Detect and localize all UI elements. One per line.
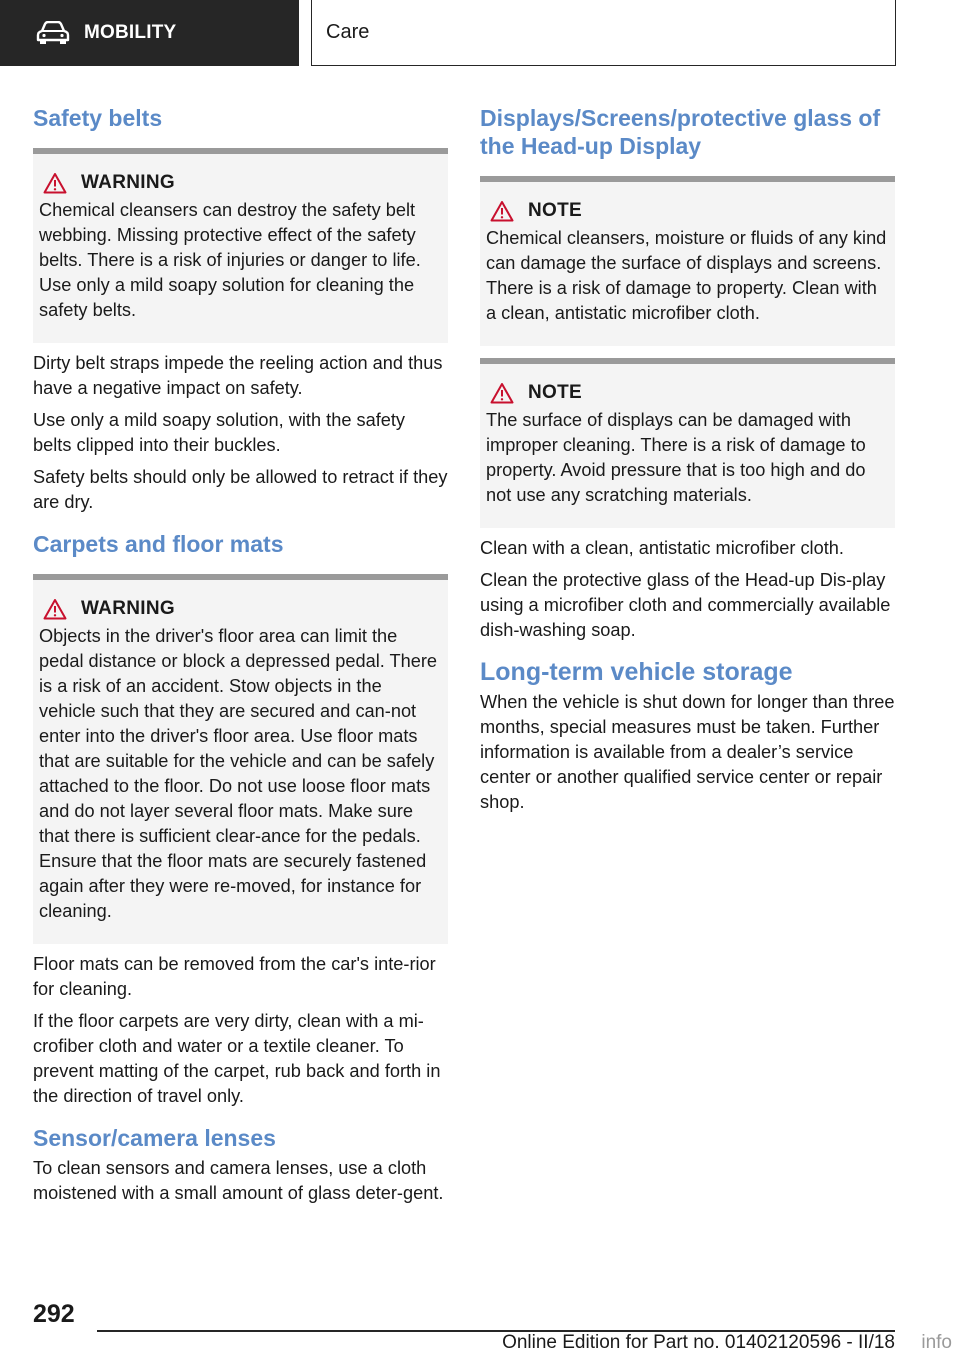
paragraph: Floor mats can be removed from the car's inte‐rior for cleaning. [33, 954, 436, 999]
displays-body [480, 536, 895, 643]
paragraph: Safety belts should only be allowed to retract if they are dry. [33, 467, 448, 512]
chapter-tab-care [311, 0, 896, 66]
note-title: NOTE [528, 200, 582, 221]
note-text: The surface of displays can be damaged with improper cleaning. There is a risk of damage to property. Avoid pressure that is too high and do not use any scratching materials. [486, 410, 866, 505]
right-column [480, 100, 895, 815]
heading-sensor-lenses: Sensor/camera lenses [33, 1125, 276, 1151]
warning-title: WARNING [81, 172, 175, 193]
note-title-row [486, 382, 887, 404]
section-tab-mobility [0, 0, 299, 66]
warning-triangle-icon [490, 382, 514, 404]
warning-triangle-icon [490, 200, 514, 222]
paragraph: Clean with a clean, antistatic microfiber cloth. [480, 538, 844, 558]
heading-displays: Displays/Screens/protective glass of the Head-up Display [480, 105, 881, 159]
note-text: Chemical cleansers, moisture or fluids of any kind can damage the surface of displays and screens. There is a risk of damage to property. Clean with a clean, antistatic microfiber cloth. [486, 228, 887, 323]
note-title-row [486, 200, 887, 222]
note-box-displays-1 [480, 176, 895, 346]
car-icon [36, 21, 70, 45]
section-label: MOBILITY [84, 22, 177, 43]
carpets-body [33, 952, 448, 1109]
note-box-displays-2 [480, 358, 895, 528]
page-number: 292 [33, 1300, 75, 1328]
watermark: info [921, 1332, 952, 1353]
paragraph: If the floor carpets are very dirty, clean with a mi‐crofiber cloth and water or a textile cleaner. To prevent matting of the carpet, rub back and forth in the direction of travel only. [33, 1011, 441, 1106]
warning-title: WARNING [81, 598, 175, 619]
heading-safety-belts: Safety belts [33, 105, 163, 131]
edition-text: Online Edition for Part no. 01402120596 - II/18 [502, 1332, 895, 1353]
paragraph: When the vehicle is shut down for longer than three months, special measures must be taken. Further information is available from a dealer’s service center or another qualified service center or repair shop. [480, 692, 895, 812]
paragraph: Use only a mild soapy solution, with the safety belts clipped into their buckles. [33, 410, 406, 455]
safety-belts-body [33, 351, 448, 515]
warning-triangle-icon [43, 172, 67, 194]
warning-box-safety-belts [33, 148, 448, 343]
note-title: NOTE [528, 382, 582, 403]
heading-carpets: Carpets and floor mats [33, 531, 284, 557]
warning-box-carpets [33, 574, 448, 944]
paragraph: To clean sensors and camera lenses, use a cloth moistened with a small amount of glass deter‐gent. [33, 1158, 444, 1203]
warning-triangle-icon [43, 598, 67, 620]
page-header [0, 0, 960, 66]
left-column [33, 100, 448, 1206]
heading-long-term-storage: Long-term vehicle storage [480, 658, 793, 686]
paragraph: Dirty belt straps impede the reeling action and thus have a negative impact on safety. [33, 353, 443, 398]
paragraph: Clean the protective glass of the Head-up Dis‐play using a microfiber cloth and commercially available dish-washing soap. [480, 570, 891, 640]
warning-title-row [39, 598, 440, 620]
warning-text: Chemical cleansers can destroy the safety belt webbing. Missing protective effect of the safety belts. There is a risk of injuries or danger to life. Use only a mild soapy solution for cleaning the safety belts. [39, 200, 421, 320]
warning-text: Objects in the driver's floor area can limit the pedal distance or block a depressed pedal. There is a risk of an accident. Stow objects in the vehicle such that they are secured and can‐not enter into the driver's floor area. Use floor mats that are suitable for the vehicle and can be safely attached to the floor. Do not use loose floor mats and do not layer several floor mats. Make sure that there is sufficient clear‐ance for the pedals. Ensure that the floor mats are securely fastened again after they were re‐moved, for instance for cleaning. [39, 626, 438, 921]
warning-title-row [39, 172, 440, 194]
chapter-label: Care [326, 21, 370, 43]
